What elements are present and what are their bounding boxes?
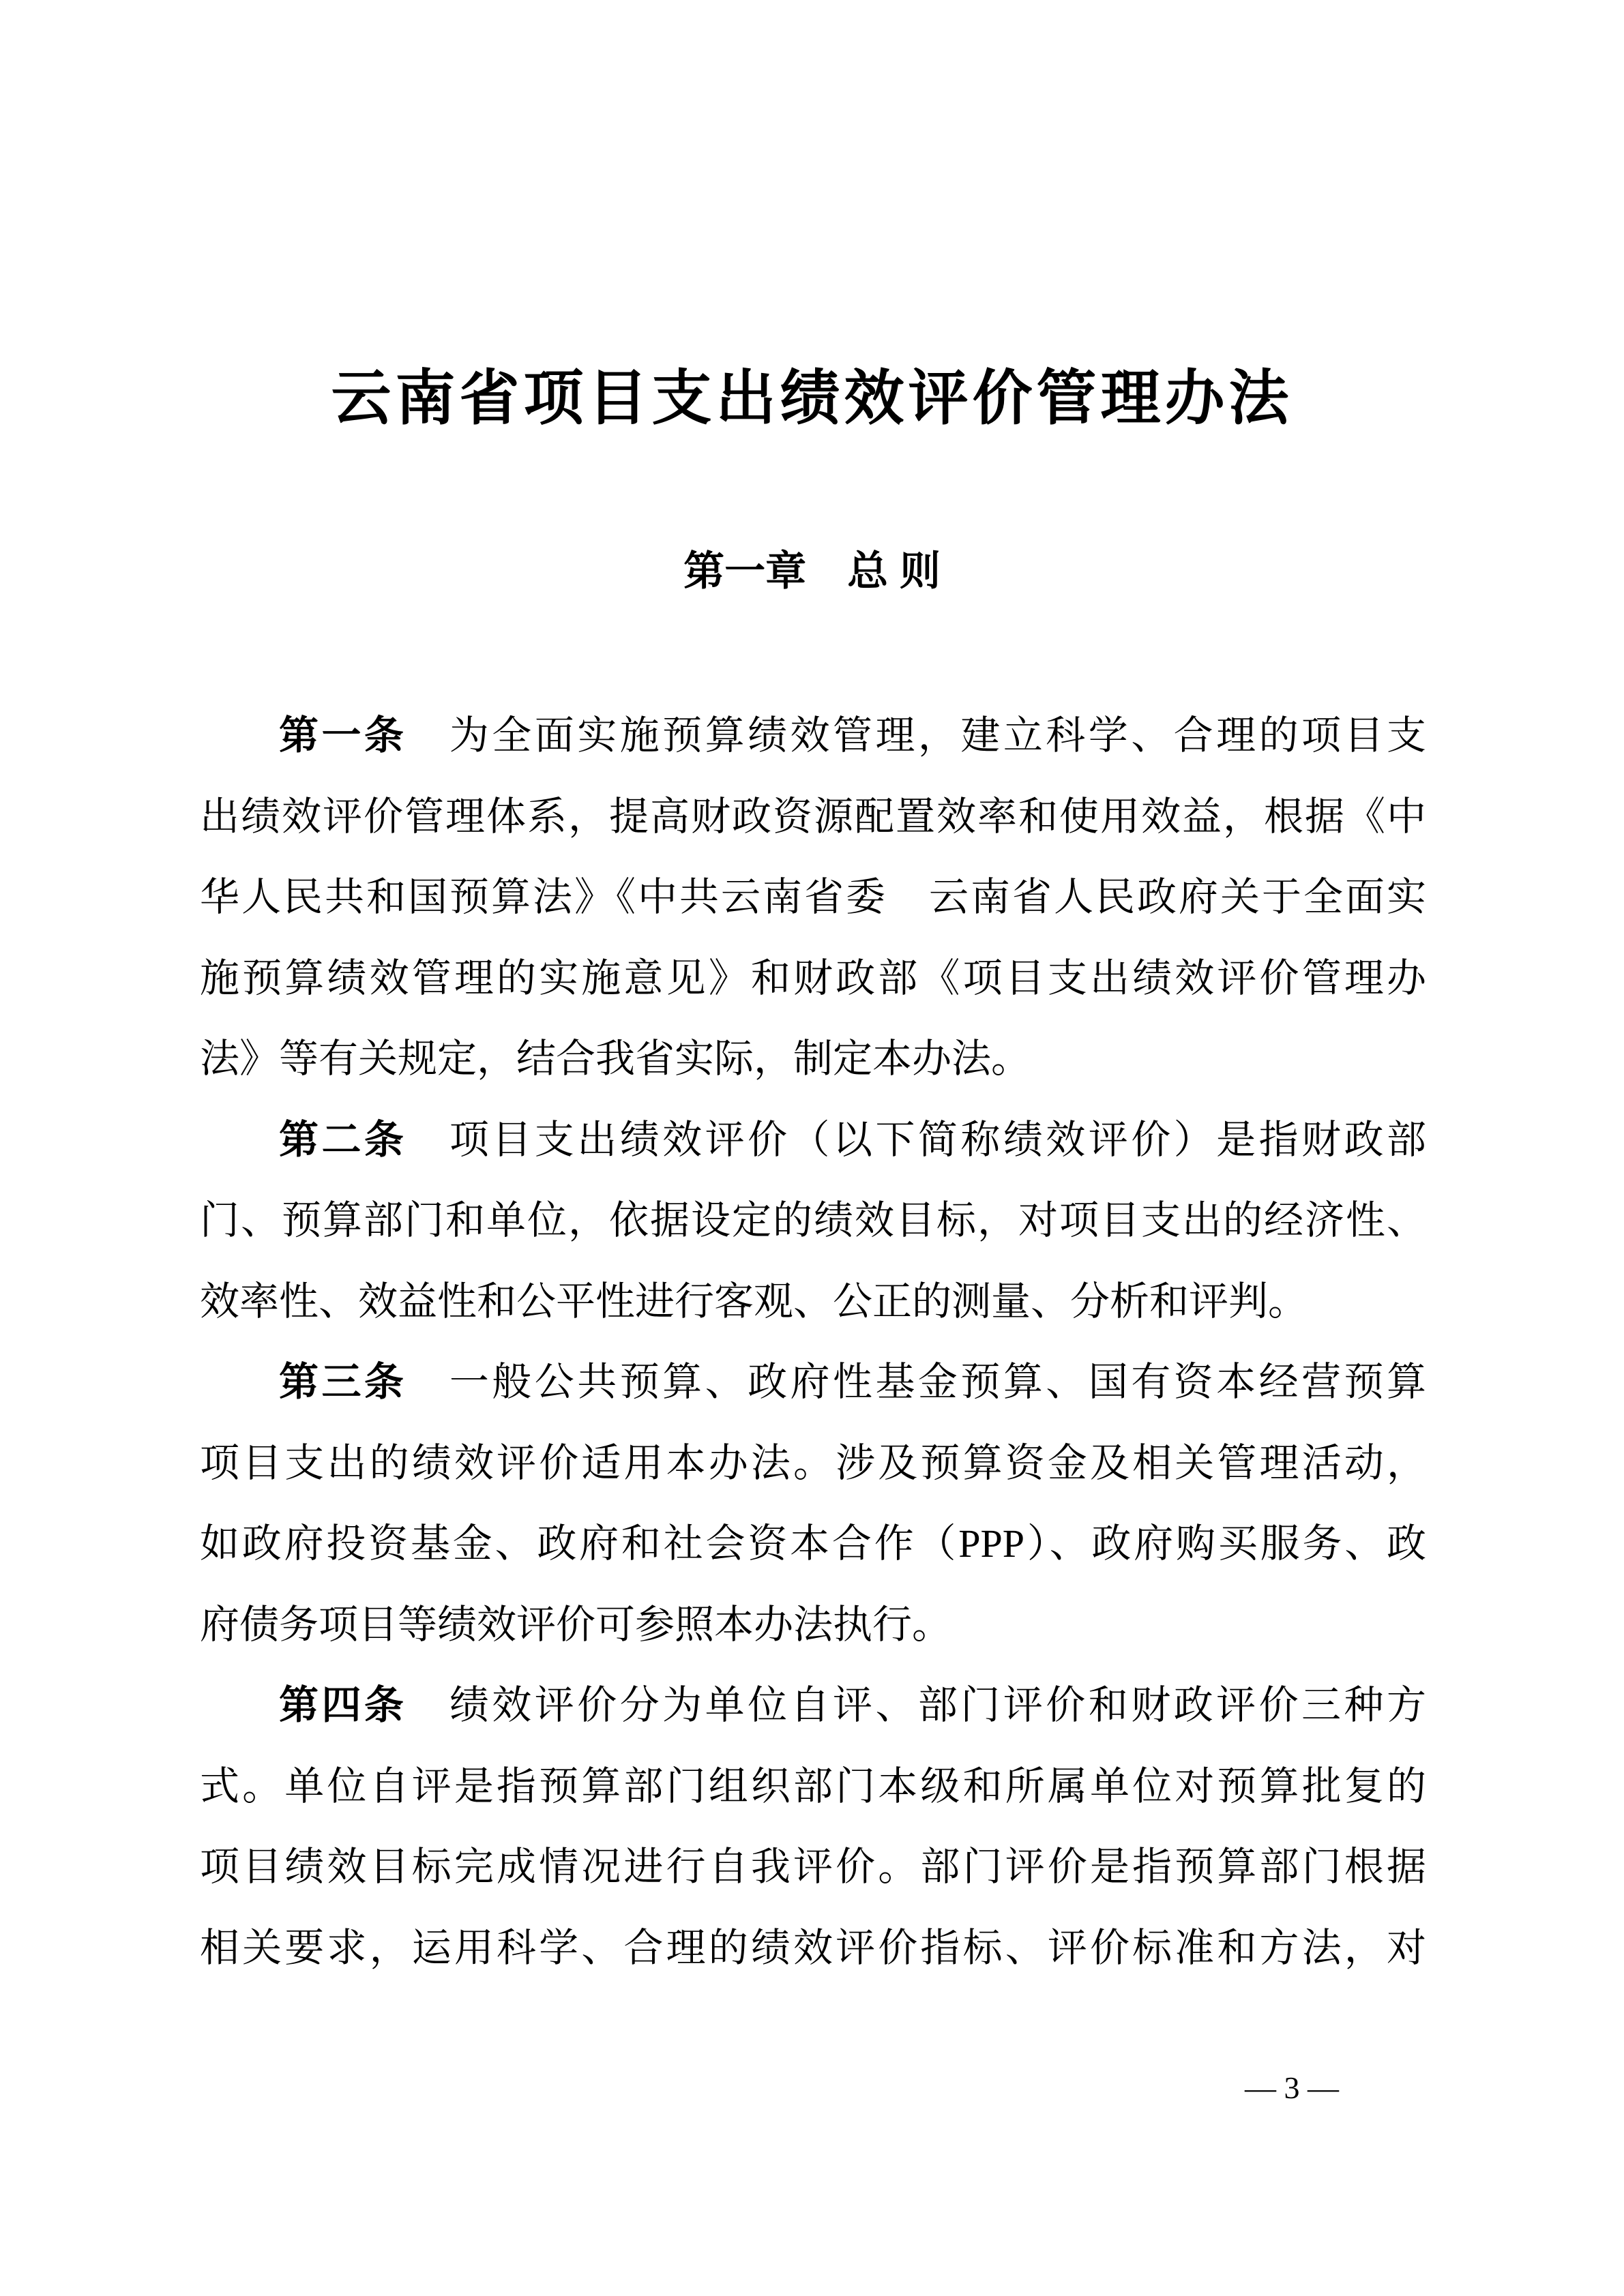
body-line bbox=[200, 1423, 1426, 1504]
body-line bbox=[200, 1827, 1426, 1908]
line-text: 项目支出绩效评价（以下简称绩效评价）是指财政部 bbox=[407, 1117, 1426, 1162]
line-text: 项目支出的绩效评价适用本办法。涉及预算资金及相关管理活动， bbox=[200, 1440, 1426, 1485]
body-line bbox=[200, 696, 1426, 777]
body-line bbox=[200, 1019, 1426, 1100]
line-text: 式。单位自评是指预算部门组织部门本级和所属单位对预算批复的 bbox=[200, 1763, 1426, 1808]
line-text: 门、预算部门和单位，依据设定的绩效目标，对项目支出的经济性、 bbox=[200, 1198, 1426, 1242]
article-number: 第一条 bbox=[279, 713, 407, 758]
line-text: 效率性、效益性和公平性进行客观、公正的测量、分析和评判。 bbox=[200, 1279, 1308, 1324]
line-text: 施预算绩效管理的实施意见》和财政部《项目支出绩效评价管理办 bbox=[200, 955, 1426, 1000]
body-line bbox=[200, 1504, 1426, 1585]
line-text: 一般公共预算、政府性基金预算、国有资本经营预算 bbox=[407, 1360, 1426, 1404]
body-line bbox=[200, 857, 1426, 938]
line-text: 华人民共和国预算法》《中共云南省委 云南省人民政府关于全面实 bbox=[200, 875, 1426, 919]
body-line bbox=[200, 1180, 1426, 1262]
article-number: 第二条 bbox=[279, 1117, 407, 1162]
body-line bbox=[200, 1908, 1426, 1989]
body-line bbox=[200, 1342, 1426, 1423]
document-title: 云南省项目支出绩效评价管理办法 bbox=[331, 366, 1293, 432]
chapter-heading: 第一章 总 则 bbox=[683, 548, 941, 594]
line-text: 绩效评价分为单位自评、部门评价和财政评价三种方 bbox=[407, 1683, 1426, 1727]
body-line bbox=[200, 1746, 1426, 1828]
line-text: 相关要求，运用科学、合理的绩效评价指标、评价标准和方法，对 bbox=[200, 1925, 1426, 1970]
body-line bbox=[200, 938, 1426, 1019]
article-number: 第三条 bbox=[279, 1360, 407, 1404]
body-line bbox=[200, 1100, 1426, 1181]
body-line bbox=[200, 1262, 1426, 1343]
body-line bbox=[200, 1665, 1426, 1746]
line-text: 如政府投资基金、政府和社会资本合作（PPP）、政府购买服务、政 bbox=[200, 1521, 1426, 1566]
line-text: 项目绩效目标完成情况进行自我评价。部门评价是指预算部门根据 bbox=[200, 1845, 1426, 1889]
line-text: 法》等有关规定，结合我省实际，制定本办法。 bbox=[200, 1037, 1031, 1081]
body-line bbox=[200, 1585, 1426, 1666]
line-text: 为全面实施预算绩效管理，建立科学、合理的项目支 bbox=[407, 713, 1426, 758]
line-text: 出绩效评价管理体系，提高财政资源配置效率和使用效益，根据《中 bbox=[200, 794, 1426, 839]
page-number: — 3 — bbox=[1245, 2070, 1339, 2105]
document-body bbox=[200, 696, 1426, 1988]
line-text: 府债务项目等绩效评价可参照本办法执行。 bbox=[200, 1602, 952, 1647]
body-line bbox=[200, 777, 1426, 858]
article-number: 第四条 bbox=[279, 1683, 407, 1727]
